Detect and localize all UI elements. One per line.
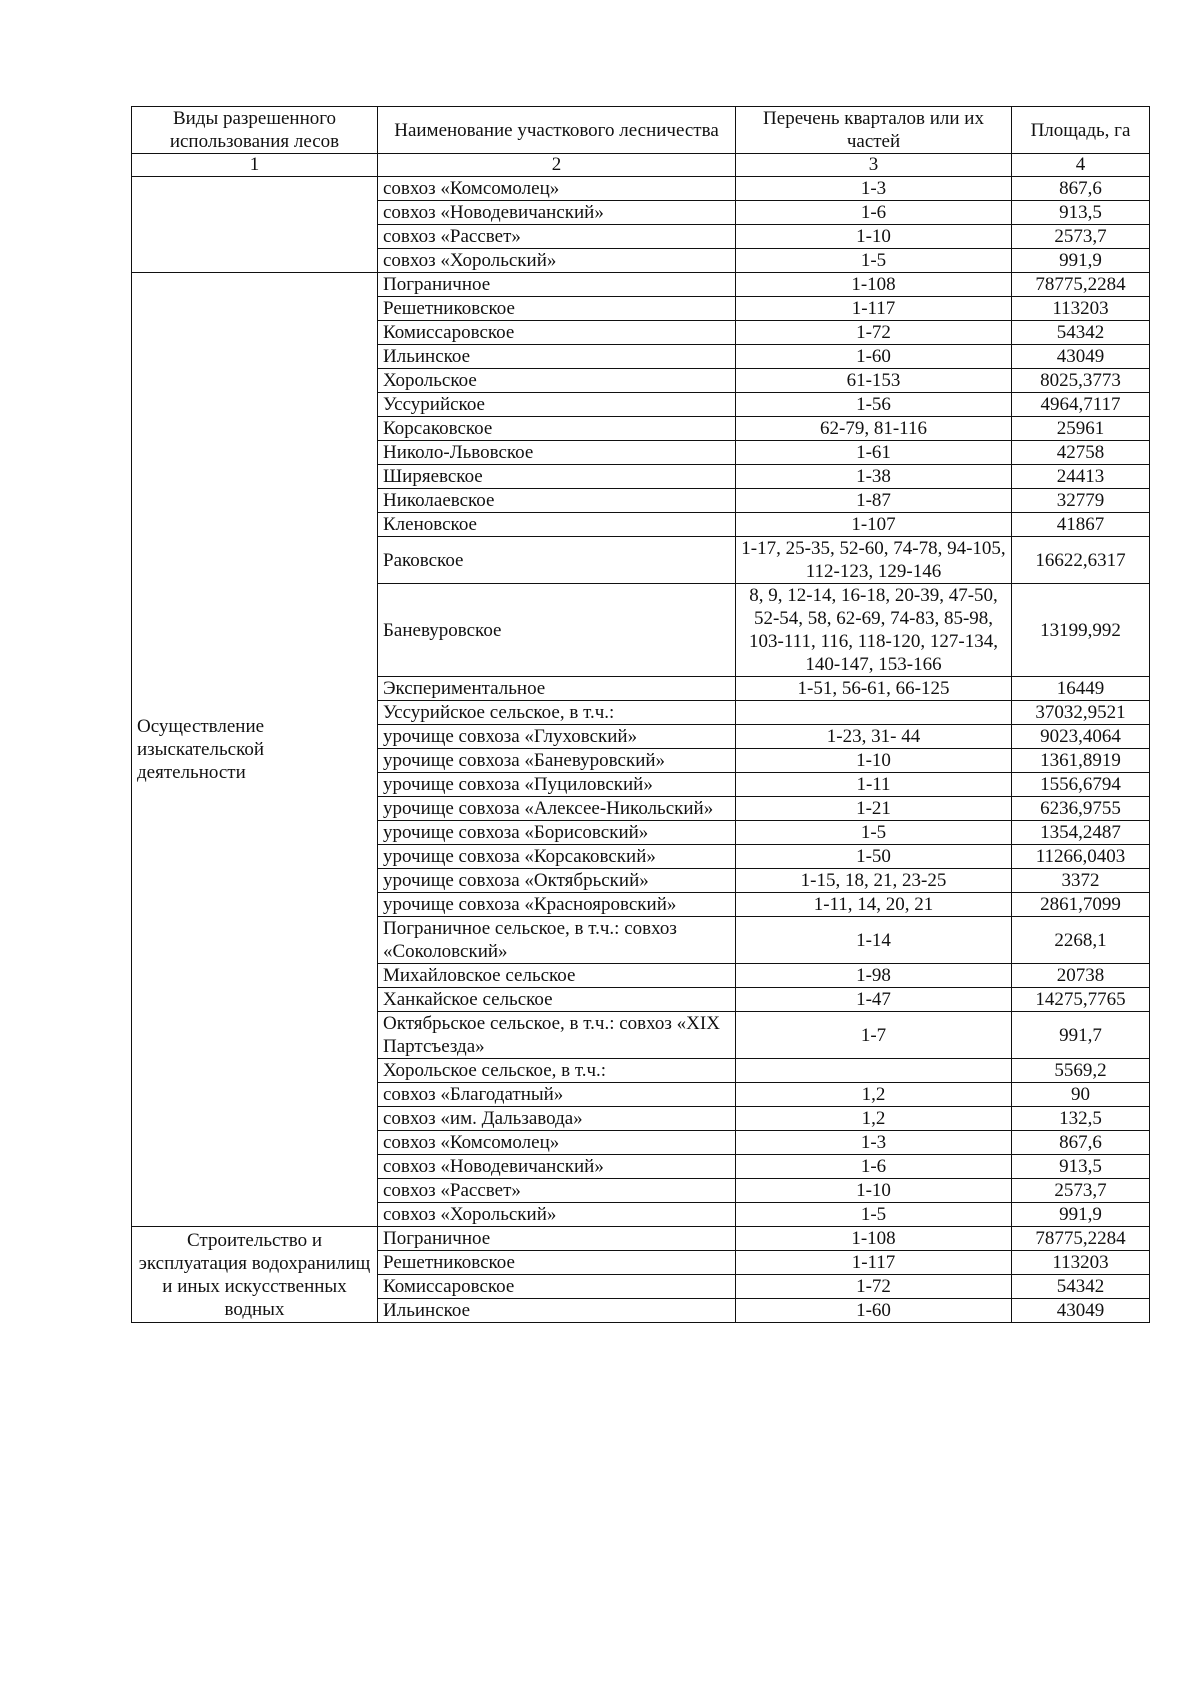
- quarters-cell: 1-108: [736, 273, 1012, 297]
- forestry-name-cell: Кленовское: [378, 513, 736, 537]
- quarters-cell: 1-60: [736, 1299, 1012, 1323]
- forestry-name-cell: урочище совхоза «Пуциловский»: [378, 773, 736, 797]
- area-cell: 2573,7: [1012, 225, 1150, 249]
- table-row: [132, 1227, 1150, 1251]
- column-number: 2: [378, 154, 736, 177]
- forestry-name-cell: совхоз «Хорольский»: [378, 1203, 736, 1227]
- forest-use-table: [131, 106, 1150, 1323]
- quarters-cell: 1-61: [736, 441, 1012, 465]
- table-row: [132, 273, 1150, 297]
- area-cell: 13199,992: [1012, 584, 1150, 677]
- table-body: [132, 177, 1150, 1323]
- quarters-cell: 8, 9, 12-14, 16-18, 20-39, 47-50, 52-54, 58, 62-69, 74-83, 85-98, 103-111, 116, 118-120, 127-134, 140-147, 153-166: [736, 584, 1012, 677]
- quarters-cell: 1-72: [736, 1275, 1012, 1299]
- area-cell: 2573,7: [1012, 1179, 1150, 1203]
- header-usage-type: Виды разрешенного использования лесов: [132, 107, 378, 154]
- forestry-name-cell: совхоз «Новодевичанский»: [378, 201, 736, 225]
- forestry-name-cell: Николо-Львовское: [378, 441, 736, 465]
- area-cell: 8025,3773: [1012, 369, 1150, 393]
- area-cell: 113203: [1012, 1251, 1150, 1275]
- forestry-name-cell: урочище совхоза «Краснояровский»: [378, 893, 736, 917]
- forestry-name-cell: совхоз «Благодатный»: [378, 1083, 736, 1107]
- forestry-name-cell: Решетниковское: [378, 1251, 736, 1275]
- forestry-name-cell: Ханкайское сельское: [378, 988, 736, 1012]
- area-cell: 54342: [1012, 321, 1150, 345]
- usage-type-cell: [132, 177, 378, 273]
- forestry-name-cell: Николаевское: [378, 489, 736, 513]
- forestry-name-cell: Баневуровское: [378, 584, 736, 677]
- forestry-name-cell: Октябрьское сельское, в т.ч.: совхоз «XIX Партсъезда»: [378, 1012, 736, 1059]
- quarters-cell: 1-6: [736, 1155, 1012, 1179]
- area-cell: 132,5: [1012, 1107, 1150, 1131]
- area-cell: 42758: [1012, 441, 1150, 465]
- quarters-cell: 1-15, 18, 21, 23-25: [736, 869, 1012, 893]
- area-cell: 867,6: [1012, 177, 1150, 201]
- quarters-cell: 62-79, 81-116: [736, 417, 1012, 441]
- area-cell: 913,5: [1012, 1155, 1150, 1179]
- area-cell: 113203: [1012, 297, 1150, 321]
- area-cell: 78775,2284: [1012, 1227, 1150, 1251]
- quarters-cell: 1,2: [736, 1107, 1012, 1131]
- quarters-cell: 1-21: [736, 797, 1012, 821]
- forestry-name-cell: Комиссаровское: [378, 1275, 736, 1299]
- forestry-name-cell: урочище совхоза «Борисовский»: [378, 821, 736, 845]
- area-cell: 2861,7099: [1012, 893, 1150, 917]
- quarters-cell: 1-5: [736, 821, 1012, 845]
- quarters-cell: 1-117: [736, 297, 1012, 321]
- area-cell: 1556,6794: [1012, 773, 1150, 797]
- quarters-cell: 1-5: [736, 249, 1012, 273]
- forestry-name-cell: Уссурийское сельское, в т.ч.:: [378, 701, 736, 725]
- table-row: [132, 177, 1150, 201]
- quarters-cell: 1-50: [736, 845, 1012, 869]
- header-forestry-name: Наименование участкового лесничества: [378, 107, 736, 154]
- quarters-cell: 1-98: [736, 964, 1012, 988]
- area-cell: 24413: [1012, 465, 1150, 489]
- area-cell: 37032,9521: [1012, 701, 1150, 725]
- area-cell: 4964,7117: [1012, 393, 1150, 417]
- forestry-name-cell: Пограничное: [378, 273, 736, 297]
- quarters-cell: 1-11: [736, 773, 1012, 797]
- forestry-name-cell: урочище совхоза «Октябрьский»: [378, 869, 736, 893]
- area-cell: 913,5: [1012, 201, 1150, 225]
- forestry-name-cell: Пограничное сельское, в т.ч.: совхоз «Соколовский»: [378, 917, 736, 964]
- quarters-cell: 1-87: [736, 489, 1012, 513]
- quarters-cell: 1-108: [736, 1227, 1012, 1251]
- forestry-name-cell: Комиссаровское: [378, 321, 736, 345]
- quarters-cell: 1,2: [736, 1083, 1012, 1107]
- header-area: Площадь, га: [1012, 107, 1150, 154]
- forestry-name-cell: совхоз «Комсомолец»: [378, 1131, 736, 1155]
- quarters-cell: 1-23, 31- 44: [736, 725, 1012, 749]
- quarters-cell: 61-153: [736, 369, 1012, 393]
- column-number: 3: [736, 154, 1012, 177]
- area-cell: 9023,4064: [1012, 725, 1150, 749]
- quarters-cell: 1-72: [736, 321, 1012, 345]
- area-cell: 16622,6317: [1012, 537, 1150, 584]
- forestry-name-cell: Хорольское: [378, 369, 736, 393]
- forestry-name-cell: совхоз «Рассвет»: [378, 225, 736, 249]
- forestry-name-cell: Ильинское: [378, 1299, 736, 1323]
- forestry-name-cell: урочище совхоза «Баневуровский»: [378, 749, 736, 773]
- forestry-name-cell: урочище совхоза «Корсаковский»: [378, 845, 736, 869]
- forestry-name-cell: Ильинское: [378, 345, 736, 369]
- header-quarters-list: Перечень кварталов или их частей: [736, 107, 1012, 154]
- forestry-name-cell: совхоз «Новодевичанский»: [378, 1155, 736, 1179]
- forestry-name-cell: Раковское: [378, 537, 736, 584]
- quarters-cell: [736, 701, 1012, 725]
- area-cell: 3372: [1012, 869, 1150, 893]
- forestry-name-cell: совхоз «Рассвет»: [378, 1179, 736, 1203]
- usage-type-cell: Строительство и эксплуатация водохранилищ и иных искусственных водных: [132, 1227, 378, 1323]
- area-cell: 2268,1: [1012, 917, 1150, 964]
- quarters-cell: 1-3: [736, 1131, 1012, 1155]
- forestry-name-cell: Уссурийское: [378, 393, 736, 417]
- column-number-row: [132, 154, 1150, 177]
- area-cell: 1361,8919: [1012, 749, 1150, 773]
- area-cell: 90: [1012, 1083, 1150, 1107]
- area-cell: 11266,0403: [1012, 845, 1150, 869]
- area-cell: 5569,2: [1012, 1059, 1150, 1083]
- area-cell: 43049: [1012, 1299, 1150, 1323]
- forestry-name-cell: урочище совхоза «Глуховский»: [378, 725, 736, 749]
- quarters-cell: 1-117: [736, 1251, 1012, 1275]
- quarters-cell: 1-38: [736, 465, 1012, 489]
- forestry-name-cell: Хорольское сельское, в т.ч.:: [378, 1059, 736, 1083]
- quarters-cell: 1-17, 25-35, 52-60, 74-78, 94-105, 112-123, 129-146: [736, 537, 1012, 584]
- quarters-cell: 1-3: [736, 177, 1012, 201]
- area-cell: 54342: [1012, 1275, 1150, 1299]
- quarters-cell: [736, 1059, 1012, 1083]
- area-cell: 991,9: [1012, 1203, 1150, 1227]
- forestry-name-cell: Пограничное: [378, 1227, 736, 1251]
- quarters-cell: 1-10: [736, 1179, 1012, 1203]
- area-cell: 41867: [1012, 513, 1150, 537]
- quarters-cell: 1-56: [736, 393, 1012, 417]
- area-cell: 867,6: [1012, 1131, 1150, 1155]
- header-row: [132, 107, 1150, 154]
- area-cell: 991,7: [1012, 1012, 1150, 1059]
- quarters-cell: 1-7: [736, 1012, 1012, 1059]
- quarters-cell: 1-6: [736, 201, 1012, 225]
- area-cell: 78775,2284: [1012, 273, 1150, 297]
- quarters-cell: 1-107: [736, 513, 1012, 537]
- area-cell: 6236,9755: [1012, 797, 1150, 821]
- forestry-name-cell: совхоз «Комсомолец»: [378, 177, 736, 201]
- forestry-name-cell: Экспериментальное: [378, 677, 736, 701]
- column-number: 1: [132, 154, 378, 177]
- area-cell: 32779: [1012, 489, 1150, 513]
- quarters-cell: 1-5: [736, 1203, 1012, 1227]
- forestry-name-cell: Ширяевское: [378, 465, 736, 489]
- forestry-name-cell: урочище совхоза «Алексее-Никольский»: [378, 797, 736, 821]
- area-cell: 25961: [1012, 417, 1150, 441]
- forestry-name-cell: Корсаковское: [378, 417, 736, 441]
- quarters-cell: 1-11, 14, 20, 21: [736, 893, 1012, 917]
- quarters-cell: 1-51, 56-61, 66-125: [736, 677, 1012, 701]
- usage-type-cell: Осуществление изыскательской деятельности: [132, 273, 378, 1227]
- area-cell: 43049: [1012, 345, 1150, 369]
- quarters-cell: 1-10: [736, 749, 1012, 773]
- forestry-name-cell: совхоз «им. Дальзавода»: [378, 1107, 736, 1131]
- quarters-cell: 1-60: [736, 345, 1012, 369]
- quarters-cell: 1-47: [736, 988, 1012, 1012]
- area-cell: 20738: [1012, 964, 1150, 988]
- area-cell: 16449: [1012, 677, 1150, 701]
- quarters-cell: 1-10: [736, 225, 1012, 249]
- forestry-name-cell: Решетниковское: [378, 297, 736, 321]
- area-cell: 991,9: [1012, 249, 1150, 273]
- column-number: 4: [1012, 154, 1150, 177]
- area-cell: 1354,2487: [1012, 821, 1150, 845]
- forestry-name-cell: Михайловское сельское: [378, 964, 736, 988]
- area-cell: 14275,7765: [1012, 988, 1150, 1012]
- quarters-cell: 1-14: [736, 917, 1012, 964]
- forestry-name-cell: совхоз «Хорольский»: [378, 249, 736, 273]
